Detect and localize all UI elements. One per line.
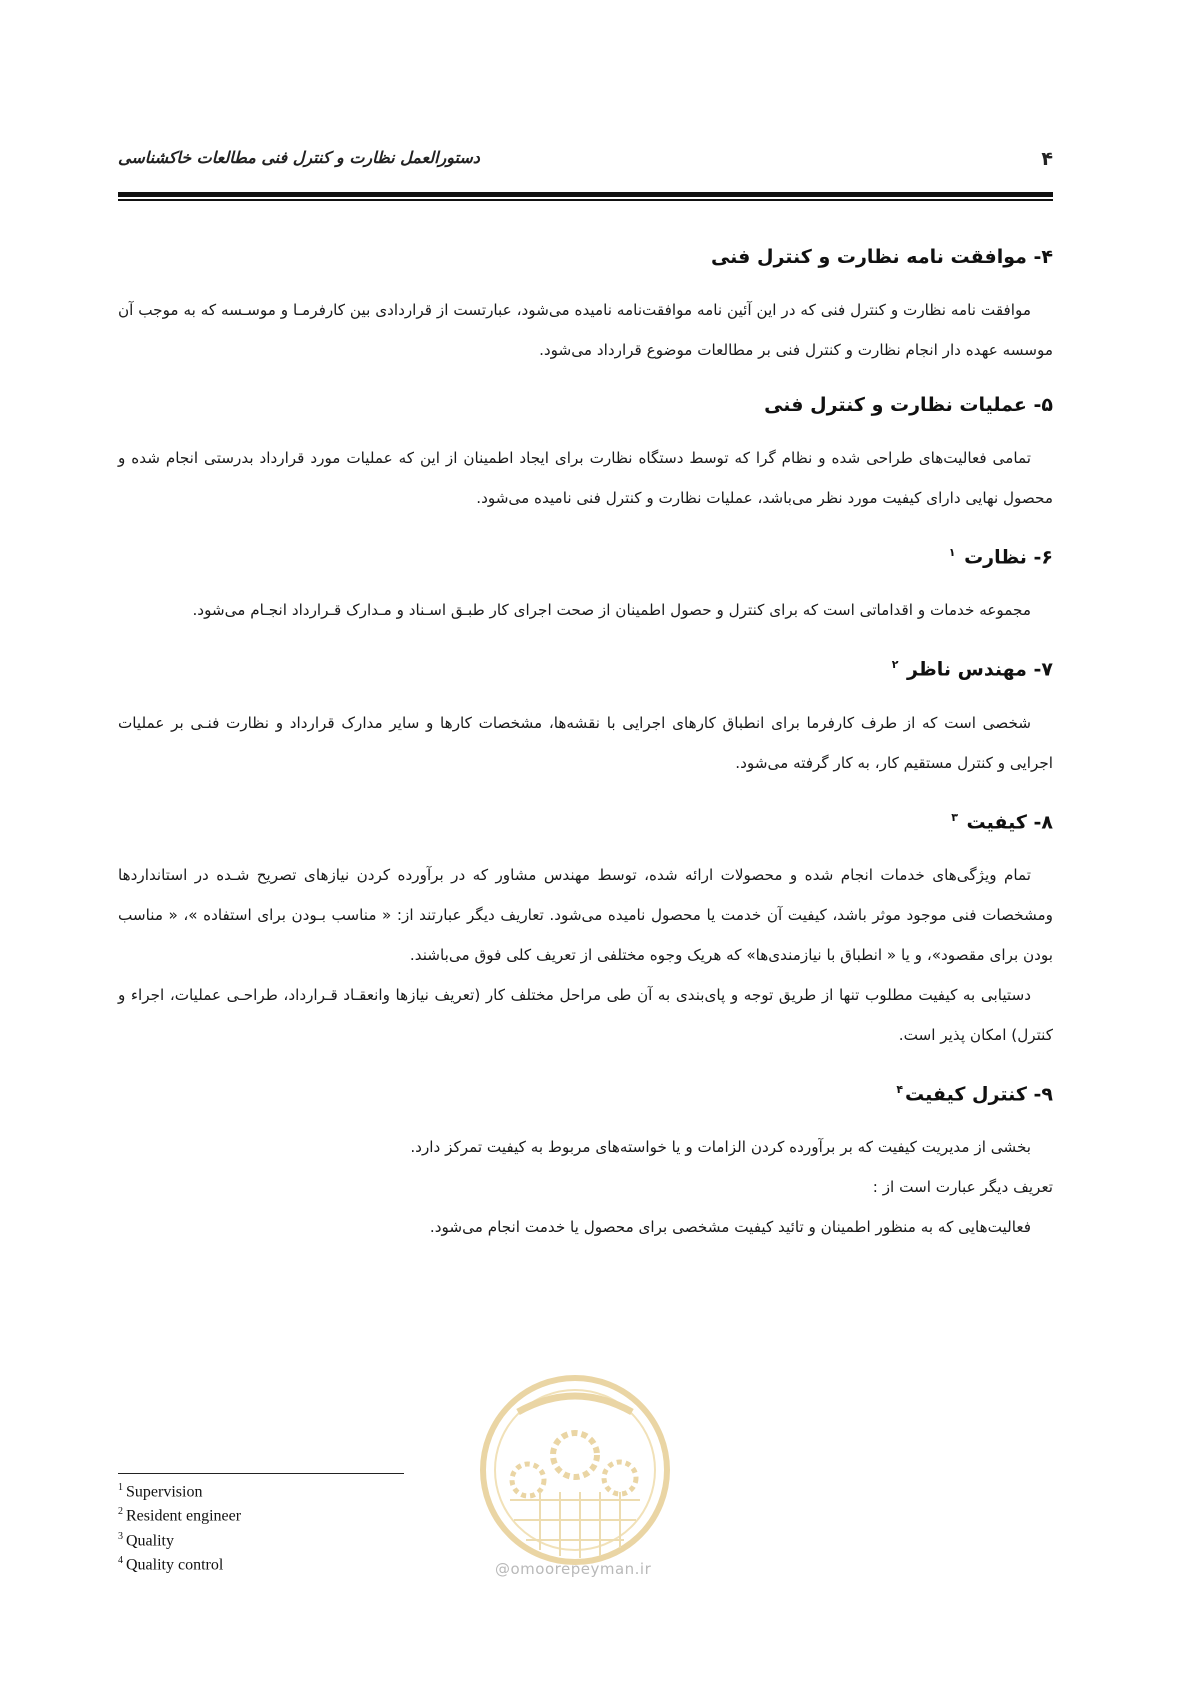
- paragraph: تعریف دیگر عبارت است از :: [872, 1178, 1053, 1197]
- footnotes: [118, 1478, 241, 1575]
- section-8: [118, 803, 1053, 1055]
- running-title: دستورالعمل نظارت و کنترل فنی مطالعات خاکشناسی: [118, 148, 480, 167]
- watermark-url: @omoorepeyman.ir: [495, 1560, 652, 1578]
- paragraph: تمامی فعالیت‌های طراحی شده و نظام گرا که توسط دستگاه نظارت برای ایجاد اطمینان از این که عملیات مورد قرارداد بدرستی انجام شده و محصول نهایی دارای کیفیت مورد نظر می‌باشد، عملیات نظارت و کنترل فنی نامیده می‌شود.: [118, 449, 1053, 507]
- section-heading: ۶- نظارت $^۱$: [948, 546, 1053, 569]
- paragraph: مجموعه خدمات و اقداماتی است که برای کنترل و حصول اطمینان از صحت اجرای کار طبـق اسـناد و مـدارک قـرارداد انجـام می‌شود.: [192, 601, 1031, 620]
- footnote-ref: ۲: [891, 658, 899, 672]
- footnote-item: $^1$ Supervision: [118, 1482, 203, 1501]
- header-rule-thin: [118, 199, 1053, 201]
- header-rule-thick: [118, 192, 1053, 197]
- section-heading: ۸- کیفیت $^۳$: [951, 810, 1053, 833]
- watermark-seal-icon: [470, 1360, 680, 1580]
- section-heading: ۹- کنترل کیفیت$^۴$: [896, 1082, 1053, 1106]
- footnote-ref: ۳: [951, 810, 958, 824]
- section-9: [118, 1075, 1053, 1247]
- paragraph: فعالیت‌هایی که به منظور اطمینان و تائید کیفیت مشخصی برای محصول یا خدمت انجام می‌شود.: [429, 1218, 1031, 1237]
- section-heading: ۵- عملیات نظارت و کنترل فنی: [764, 394, 1053, 416]
- footnote-item: $^4$ Quality control: [118, 1554, 224, 1574]
- paragraph: بخشی از مدیریت کیفیت که بر برآورده کردن الزامات و یا خواسته‌های مربوط به کیفیت تمرکز دارد.: [410, 1138, 1031, 1157]
- page-number: ۴: [1041, 148, 1053, 170]
- section-5: [118, 390, 1053, 518]
- section-4: [118, 242, 1053, 370]
- section-7: [118, 650, 1053, 782]
- section-6: [118, 538, 1053, 630]
- footnote-item: $^2$ Resident engineer: [118, 1506, 242, 1525]
- paragraph: شخصی است که از طرف کارفرما برای انطباق کارهای اجرایی با نقشه‌ها، مشخصات کارها و سایر مدارک قرارداد و نظارت فنـی بر عملیات اجرایی و کنترل مستقیم کار، به کار گرفته می‌شود.: [118, 713, 1053, 772]
- footnote-ref: ۱: [948, 546, 956, 559]
- paragraph: دستیابی به کیفیت مطلوب تنها از طریق توجه و پای‌بندی به آن طی مراحل مختلف کار (تعریف نیازها وانعقـاد قـرارداد، طراحـی عملیات، اجراء و کنترل) امکان پذیر است.: [118, 985, 1053, 1044]
- footnote-item: $^3$ Quality: [118, 1530, 174, 1549]
- footnote-ref: ۴: [896, 1082, 904, 1096]
- section-heading: ۴- موافقت نامه نظارت و کنترل فنی: [710, 246, 1053, 268]
- paragraph: تمام ویژگی‌های خدمات انجام شده و محصولات ارائه شده، توسط مهندس مشاور که در برآورده کردن نیازهای تصریح شـده در استانداردها ومشخصات فنی موجود موثر باشد، کیفیت آن خدمت یا محصول نامیده می‌شود. تعاریف دیگر عبارتند از: « مناسب بـودن برای استفاده »، « مناسب بودن برای مقصود»، و یا « انطباق با نیازمندی‌ها» که هریک وجوه مختلفی از تعریف کلی فوق می‌باشند.: [118, 865, 1053, 964]
- page-header: [118, 148, 1053, 172]
- section-heading: ۷- مهندس ناظر $^۲$: [891, 658, 1053, 681]
- footnote-divider: [118, 1473, 404, 1474]
- paragraph: موافقت نامه نظارت و کنترل فنی که در این آئین نامه موافقت‌نامه نامیده می‌شود، عبارتست از قراردادی بین کارفرمـا و موسـسه که به موجب آن موسسه عهده دار انجام نظارت و کنترل فنی بر مطالعات موضوع قرارداد می‌شود.: [118, 301, 1053, 359]
- document-body: [118, 242, 1053, 1247]
